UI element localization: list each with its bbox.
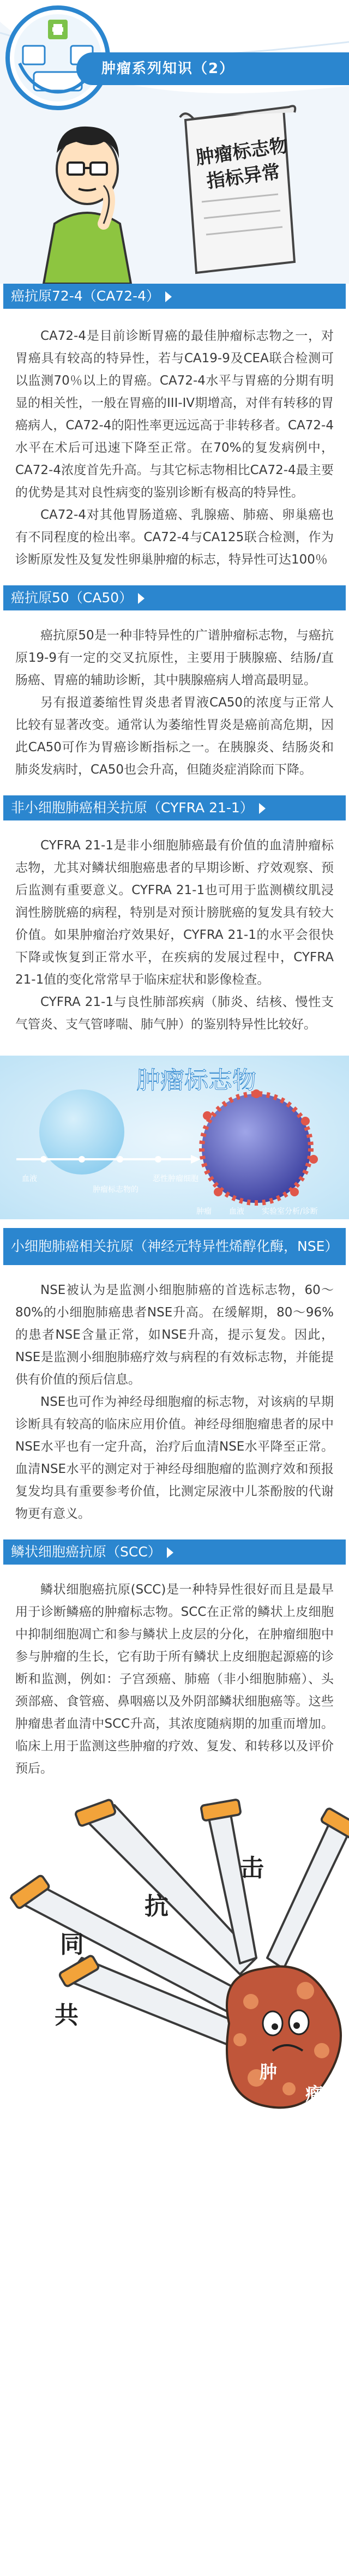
page-title: 肿瘤系列知识（2）: [76, 52, 349, 85]
section-heading-text: 癌抗原72-4（CA72-4）: [11, 288, 160, 304]
illustration-caption: 血液: [229, 1207, 244, 1216]
section-ca50: [0, 585, 349, 795]
section-heading: [3, 284, 346, 309]
slogan-char: 共: [55, 2002, 79, 2029]
man-figure: [44, 127, 131, 284]
section-nse: [0, 1228, 349, 1539]
slogan-char: 抗: [145, 1892, 169, 1920]
section-heading-text: 癌抗原50（CA50）: [11, 590, 133, 606]
paragraph: NSE被认为是监测小细胞肺癌的首选标志物，60～80%的小细胞肺癌患者NSE升高。在缓解期，80～96%的患者NSE含量正常，如NSE升高，提示复发。因此，NSE是监测小细胞肺癌疗效与病程的有效标志物，并能提供有价值的预后信息。: [15, 1283, 334, 1387]
tumor-label-1: 肿: [260, 2062, 278, 2082]
section-heading: [3, 795, 346, 820]
illustration-title: 肿瘤标志物: [136, 1067, 256, 1094]
paragraph: 癌抗原50是一种非特异性的广谱肿瘤标志物，与癌抗原19-9有一定的交叉抗原性，主要用于胰腺癌、结肠/直肠癌、胃癌的辅助诊断，其中胰腺癌病人增高最明显。: [15, 628, 334, 687]
paragraph: CYFRA 21-1与良性肺部疾病（肺炎、结核、慢性支气管炎、支气管哮喘、肺气肿）的鉴别特异性比较好。: [15, 995, 334, 1032]
arrow-right-icon: [165, 291, 172, 302]
slogan-char: 击: [240, 1854, 264, 1882]
paragraph: 鳞状细胞癌抗原(SCC)是一种特异性很好而且是最早用于诊断鳞癌的肿瘤标志物。SCC在正常的鳞状上皮细胞中抑制细胞凋亡和参与鳞状上皮层的分化，在肿瘤细胞中参与肿瘤的生长，它有助于所有鳞状上皮细胞起源癌的诊断和监测，例如：子宫颈癌、肺癌（非小细胞肺癌）、头颈部癌、食管癌、鼻咽癌以及外阴部鳞状细胞癌等。这些肿瘤患者血清中SCC升高，其浓度随病期的加重而增加。临床上用于监测这些肿瘤的疗效、复发、和转移以及评价预后。: [15, 1583, 334, 1776]
arrow-right-icon: [167, 1547, 173, 1558]
illustration-caption: 实验室分析/诊断: [262, 1207, 318, 1216]
section-body: [3, 1265, 346, 1539]
illustration-caption: 肿瘤标志物的: [93, 1185, 139, 1194]
fight-cancer-illustration: [0, 1794, 349, 2116]
paragraph: 另有报道萎缩性胃炎患者胃液CA50的浓度与正常人比较有显著改变。通常认为萎缩性胃炎是癌前高危期，因此CA50可作为胃癌诊断指标之一。在胰腺炎、结肠炎和肺炎发病时，CA50也会升高，但随炎症消除而下降。: [15, 696, 334, 777]
paragraph: CYFRA 21-1是非小细胞肺癌最有价值的血清肿瘤标志物，尤其对鳞状细胞癌患者的早期诊断、疗效观察、预后监测有重要意义。CYFRA 21-1也可用于监测横纹肌浸润性膀胱癌的病程，特别是对预计膀胱癌的复发具有较大价值。如果肿瘤治疗效果好，CYFRA 21-1的水平会很快下降或恢复到正常水平，在疾病的发展过程中，CYFRA 21-1值的变化常常早于临床症状和影像检查。: [15, 838, 334, 987]
paragraph: CA72-4是目前诊断胃癌的最佳肿瘤标志物之一，对胃癌具有较高的特异性，若与CA19-9及CEA联合检测可以监测70％以上的胃癌。CA72-4水平与胃癌的分期有明显的相关性，一般在胃癌的III-IV期增高，对伴有转移的胃癌病人，CA72-4的阳性率更远远高于非转移者。CA72-4水平在术后可迅速下降至正常。在70%的复发病例中，CA72-4浓度首先升高。与其它标志物相比CA72-4最主要的优势是其对良性病变的鉴别诊断有极高的特异性。: [15, 329, 334, 500]
section-heading: [3, 1228, 346, 1265]
illustration-caption: 肿瘤: [196, 1207, 212, 1216]
section-heading-text: 非小细胞肺癌相关抗原（CYFRA 21-1）: [11, 800, 254, 816]
section-body: [3, 820, 346, 1050]
slogan-char: 同: [60, 1931, 84, 1958]
svg-text:肿瘤标志物: 肿瘤标志物: [194, 134, 290, 170]
illustration-caption: 血液: [22, 1175, 37, 1183]
section-heading-text: 鳞状细胞癌抗原（SCC）: [11, 1544, 161, 1560]
illustration-caption: 恶性肿瘤细胞: [153, 1175, 198, 1183]
arrow-right-icon: [138, 593, 145, 604]
paragraph: NSE也可作为神经母细胞瘤的标志物，对该病的早期诊断具有较高的临床应用价值。神经母细胞瘤患者的尿中NSE水平也有一定升高，治疗后血清NSE水平降至正常。血清NSE水平的测定对于神经母细胞瘤的监测疗效和预报复发均具有重要参考价值，比测定尿液中儿茶酚胺的代谢物更有意义。: [15, 1395, 334, 1521]
section-scc: [0, 1539, 349, 1794]
section-ca72-4: [0, 284, 349, 585]
arrow-right-icon: [259, 803, 266, 814]
tumor-marker-graphic: [0, 1056, 349, 1219]
paragraph: CA72-4对其他胃肠道癌、乳腺癌、肺癌、卵巢癌也有不同程度的检出率。CA72-4与CA125联合检测，作为诊断原发性及复发性卵巢肿瘤的标志，特异性可达100％: [15, 508, 334, 567]
scroll-illustration: [180, 106, 295, 273]
tumor-marker-illustration: [0, 1056, 349, 1219]
section-heading: [3, 585, 346, 610]
tumor-label-2: 瘤: [305, 2083, 323, 2104]
section-heading: [3, 1539, 346, 1565]
thinking-man-illustration: [22, 87, 327, 284]
section-cyfra21-1: [0, 795, 349, 1050]
section-heading-text: 小细胞肺癌相关抗原（神经元特异性烯醇化酶，NSE）: [11, 1238, 339, 1254]
section-body: [3, 610, 346, 795]
section-body: [3, 1565, 346, 1794]
svg-text:指标异常: 指标异常: [205, 160, 282, 193]
hero-banner: [0, 0, 349, 284]
fight-cancer-graphic: [0, 1794, 349, 2116]
section-body: [3, 309, 346, 585]
